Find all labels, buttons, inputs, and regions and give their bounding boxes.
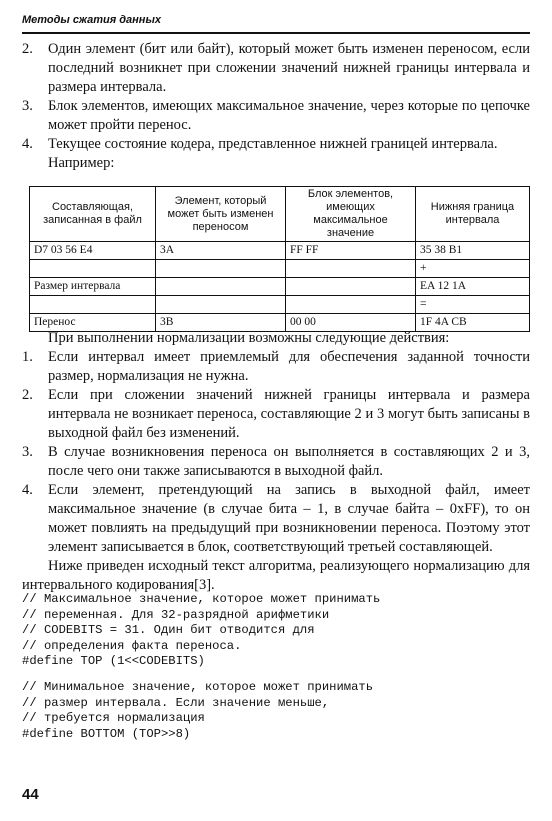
list-number: 4. (22, 136, 33, 152)
table-header-cell: Составляющая, записанная в файл (30, 187, 156, 242)
table-cell: 00 00 (286, 314, 416, 332)
table-cell (30, 296, 156, 314)
code-line: // переменная. Для 32-разрядной арифметики (22, 607, 330, 622)
example-label: Например: (48, 155, 115, 171)
table-row (30, 260, 530, 278)
list-number: 4. (22, 482, 33, 498)
table-cell (286, 296, 416, 314)
page-number: 44 (22, 786, 39, 803)
list-item (22, 386, 530, 443)
list-text: Если при сложении значений нижней границы интервала и размера интервала не возникает переноса, составляющие 2 и 3 могут быть записаны в выходной файл без изменений. (48, 387, 530, 441)
code-line: #define BOTTOM (TOP>>8) (22, 726, 191, 741)
table-row (30, 278, 530, 296)
paragraph: При выполнении нормализации возможны следующие действия: (48, 330, 450, 346)
table-row (30, 242, 530, 260)
list-item (22, 97, 530, 135)
list-number: 3. (22, 444, 33, 460)
list-text: Один элемент (бит или байт), который может быть изменен переносом, если последний возникнет при сложении значений нижней границы интервала и размера интервала. (48, 41, 530, 95)
table-header-cell: Нижняя граница интервала (416, 187, 530, 242)
list-text: Блок элементов, имеющих максимальное значение, через которые по цепочке может пройти перенос. (48, 98, 530, 133)
code-block (22, 680, 530, 742)
code-line: // Минимальное значение, которое может принимать (22, 680, 374, 694)
header-rule (22, 32, 530, 34)
list-number: 2. (22, 41, 33, 57)
list-number: 1. (22, 349, 33, 365)
table-cell: FF FF (286, 242, 416, 260)
table-cell (156, 278, 286, 296)
list-text: Текущее состояние кодера, представленное нижней границей интервала. (48, 136, 498, 152)
code-block (22, 592, 530, 670)
carry-example-table (29, 186, 530, 332)
table-cell (286, 278, 416, 296)
paragraph: Ниже приведен исходный текст алгоритма, реализующего нормализацию для интервального кодирования[3]. (22, 558, 530, 593)
normalization-text (22, 329, 530, 595)
list-number: 2. (22, 387, 33, 403)
code-line: #define TOP (1<<CODEBITS) (22, 654, 205, 668)
list-continued (22, 40, 530, 173)
table-cell: EA 12 1A (416, 278, 530, 296)
table-cell: 3B (156, 314, 286, 332)
code-line: // определения факта переноса. (22, 638, 242, 653)
list-text: В случае возникновения переноса он выполняется в составляющих 2 и 3, после чего они также записываются в выходной файл. (48, 444, 530, 479)
table-cell: = (416, 296, 530, 314)
table-cell (30, 260, 156, 278)
list-text: Если элемент, претендующий на запись в выходной файл, имеет максимальное значение (в случае бита – 1, в случае байта – 0xFF), то он может повлиять на предыдущий при возникновении переноса. Поэтому этот элемент записывается в блок, соответствующий третьей составляющей. (48, 482, 530, 555)
list-item (22, 443, 530, 481)
table-header-cell: Блок элементов, имеющих максимальное значение (286, 187, 416, 242)
list-text: Если интервал имеет приемлемый для обеспечения заданной точности размер, нормализация не нужна. (48, 349, 530, 384)
table-header-row (30, 187, 530, 242)
table-row (30, 296, 530, 314)
table-cell: + (416, 260, 530, 278)
table-cell (286, 260, 416, 278)
list-item (22, 348, 530, 386)
table-cell: D7 03 56 E4 (30, 242, 156, 260)
code-line: // CODEBITS = 31. Один бит отводится для (22, 623, 315, 637)
table-cell: Размер интервала (30, 278, 156, 296)
list-item (22, 481, 530, 557)
table-cell: 35 38 B1 (416, 242, 530, 260)
running-header: Методы сжатия данных (22, 14, 161, 26)
code-line: // Максимальное значение, которое может принимать (22, 592, 381, 606)
code-line: // требуется нормализация (22, 711, 205, 725)
table-cell: Перенос (30, 314, 156, 332)
table-cell: 3A (156, 242, 286, 260)
table-header-cell: Элемент, который может быть изменен переносом (156, 187, 286, 242)
table-cell (156, 260, 286, 278)
table-cell: 1F 4A CB (416, 314, 530, 332)
code-line: // размер интервала. Если значение меньше, (22, 695, 330, 710)
list-item (22, 40, 530, 97)
list-number: 3. (22, 98, 33, 114)
table-cell (156, 296, 286, 314)
list-item (22, 135, 530, 154)
